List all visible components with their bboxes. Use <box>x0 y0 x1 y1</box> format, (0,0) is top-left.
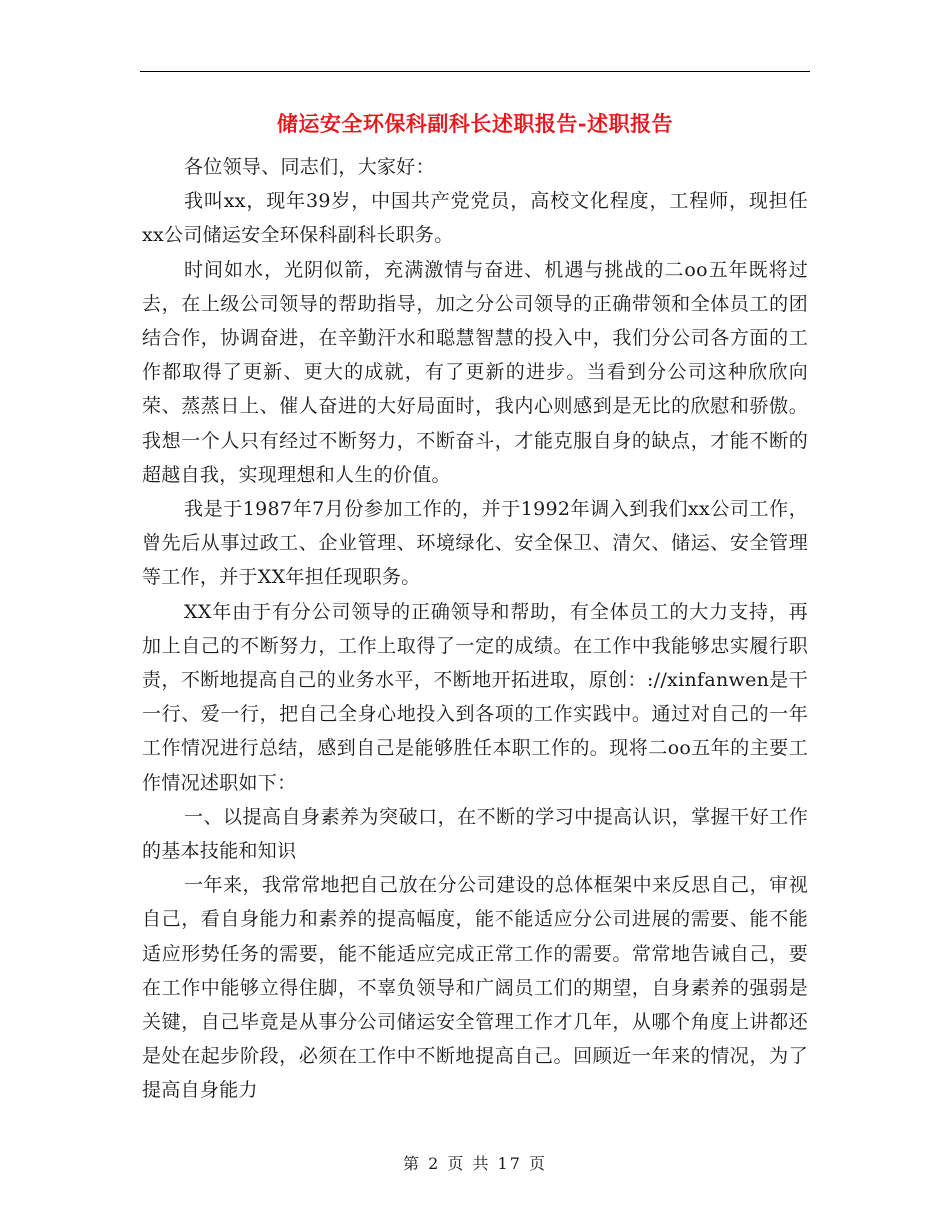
section-heading-one: 一、以提高自身素养为突破口，在不断的学习中提高认识，掌握干好工作的基本技能和知识 <box>142 805 808 863</box>
paragraph-introduction: 我叫xx，现年39岁，中国共产党党员，高校文化程度，工程师，现担任xx公司储运安全环保科副科长职务。 <box>142 190 808 247</box>
paragraph-work-history: 我是于1987年7月份参加工作的，并于1992年调入到我们xx公司工作，曾先后从事过政工、企业管理、环境绿化、安全保卫、清欠、储运、安全管理等工作，并于XX年担任现职务。 <box>142 498 808 589</box>
document-body <box>142 150 808 1108</box>
header-rule <box>140 71 810 72</box>
paragraph-greeting: 各位领导、同志们，大家好： <box>184 156 435 178</box>
paragraph-self-reflection: 一年来，我常常地把自己放在分公司建设的总体框架中来反思自己，审视自己，看自身能力和素养的提高幅度，能不能适应分公司进展的需要、能不能适应形势任务的需要，能不能适应完成正常工作的需要。常常地告诫自己，要在工作中能够立得住脚，不辜负领导和广阔员工们的期望，自身素养的强弱是关键，自己毕竟是从事分公司储运安全管理工作才几年，从哪个角度上讲都还是处在起步阶段，必须在工作中不断地提高自己。回顾近一年来的情况，为了提高自身能力 <box>142 874 808 1102</box>
page-number-footer: 第 2 页 共 17 页 <box>403 1154 547 1173</box>
paragraph-achievements: XX年由于有分公司领导的正确领导和帮助，有全体员工的大力支持，再加上自己的不断努力，工作上取得了一定的成绩。在工作中我能够忠实履行职责，不断地提高自己的业务水平，不断地开拓进取，原创：://xinfanwen是干一行、爱一行，把自己全身心地投入到各项的工作实践中。通过对自己的一年工作情况进行总结，感到自己是能够胜任本职工作的。现将二oo五年的主要工作情况述职如下： <box>142 600 808 794</box>
document-title: 储运安全环保科副科长述职报告-述职报告 <box>276 111 674 136</box>
paragraph-year-review: 时间如水，光阴似箭，充满激情与奋进、机遇与挑战的二oo五年既将过去，在上级公司领导的帮助指导，加之分公司领导的正确带领和全体员工的团结合作，协调奋进，在辛勤汗水和聪慧智慧的投入中，我们分公司各方面的工作都取得了更新、更大的成就，有了更新的进步。当看到分公司这种欣欣向荣、蒸蒸日上、催人奋进的大好局面时，我内心则感到是无比的欣慰和骄傲。我想一个人只有经过不断努力，不断奋斗，才能克服自身的缺点，才能不断的超越自我，实现理想和人生的价值。 <box>142 258 808 486</box>
